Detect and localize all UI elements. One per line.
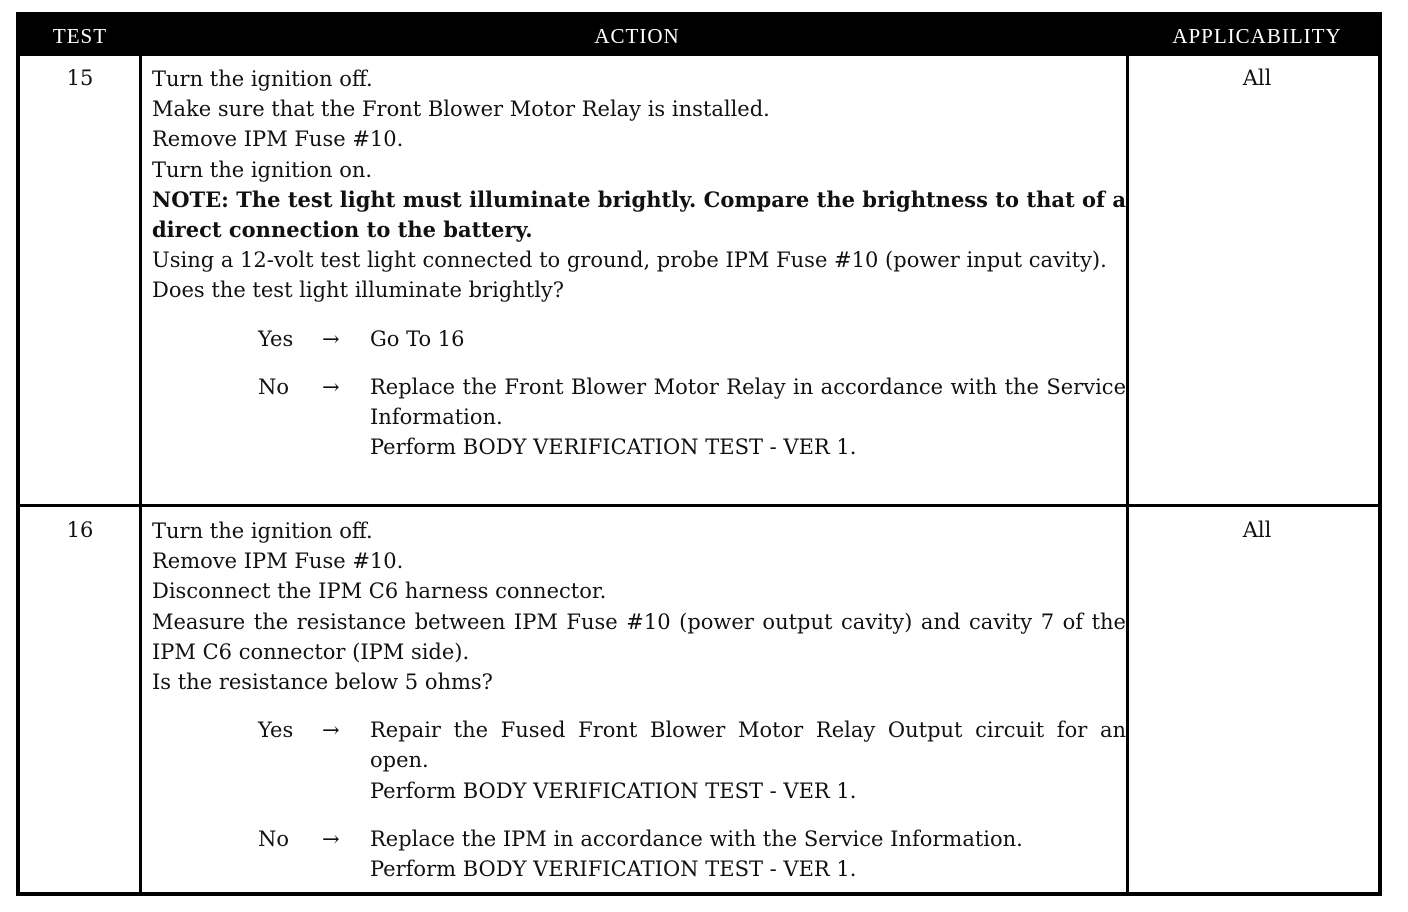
- arrow-icon: →: [322, 326, 340, 351]
- header-test: TEST: [52, 24, 108, 48]
- step-line: Disconnect the IPM C6 harness connector.: [152, 579, 607, 604]
- no-text-line: Perform BODY VERIFICATION TEST - VER 1.: [370, 857, 857, 882]
- no-label: No: [258, 374, 290, 399]
- action-cell: [152, 64, 1126, 462]
- yes-text-line: Repair the Fused Front Blower Motor Relay Output circuit for an open.: [370, 718, 1126, 773]
- yes-text: Go To 16: [370, 326, 465, 351]
- step-line: Turn the ignition off.: [152, 519, 373, 543]
- applicability-value: All: [1242, 66, 1272, 90]
- diagnostic-test-table: [16, 12, 1382, 896]
- header-action: ACTION: [594, 24, 680, 48]
- yes-response: [152, 324, 1126, 354]
- step-line: Turn the ignition on.: [152, 157, 373, 182]
- yes-label: Yes: [258, 718, 294, 743]
- no-text-line: Replace the Front Blower Motor Relay in accordance with the Service Information.: [370, 374, 1126, 430]
- column-divider-action: [1126, 56, 1129, 896]
- no-response: [152, 372, 1126, 463]
- step-line: Measure the resistance between IPM Fuse #10 (power output cavity) and cavity 7 of the IPM C6 connector (IPM side).: [152, 609, 1126, 664]
- no-label: No: [258, 826, 290, 851]
- arrow-icon: →: [322, 374, 340, 399]
- question-line: Is the resistance below 5 ohms?: [152, 670, 493, 695]
- no-response: [152, 824, 1126, 884]
- note-text: NOTE: The test light must illuminate brightly. Compare the brightness to that of a direct connection to the battery.: [152, 186, 1126, 243]
- test-number: 15: [66, 66, 94, 90]
- step-line: Using a 12-volt test light connected to ground, probe IPM Fuse #10 (power input cavity).: [152, 248, 1107, 273]
- header-applicability: APPLICABILITY: [1172, 24, 1342, 48]
- step-line: Make sure that the Front Blower Motor Relay is installed.: [152, 97, 770, 122]
- no-text-line: Perform BODY VERIFICATION TEST - VER 1.: [370, 435, 857, 460]
- step-line: Remove IPM Fuse #10.: [152, 127, 404, 152]
- yes-text: [370, 715, 1126, 806]
- no-text: [370, 824, 1126, 884]
- question-line: Does the test light illuminate brightly?: [152, 278, 565, 303]
- step-line: Turn the ignition off.: [152, 67, 373, 91]
- test-number: 16: [66, 518, 94, 542]
- column-divider-test: [139, 56, 142, 896]
- applicability-value: All: [1242, 518, 1272, 542]
- row-divider: [20, 504, 1378, 507]
- arrow-icon: →: [322, 718, 340, 743]
- step-line: Remove IPM Fuse #10.: [152, 549, 404, 574]
- no-text-line: Replace the IPM in accordance with the Service Information.: [370, 826, 1023, 851]
- table-header: [20, 16, 1378, 56]
- no-text: [370, 372, 1126, 463]
- arrow-icon: →: [322, 826, 340, 851]
- yes-text-line: Perform BODY VERIFICATION TEST - VER 1.: [370, 778, 857, 803]
- action-cell: [152, 516, 1126, 884]
- yes-label: Yes: [258, 326, 294, 351]
- yes-response: [152, 715, 1126, 806]
